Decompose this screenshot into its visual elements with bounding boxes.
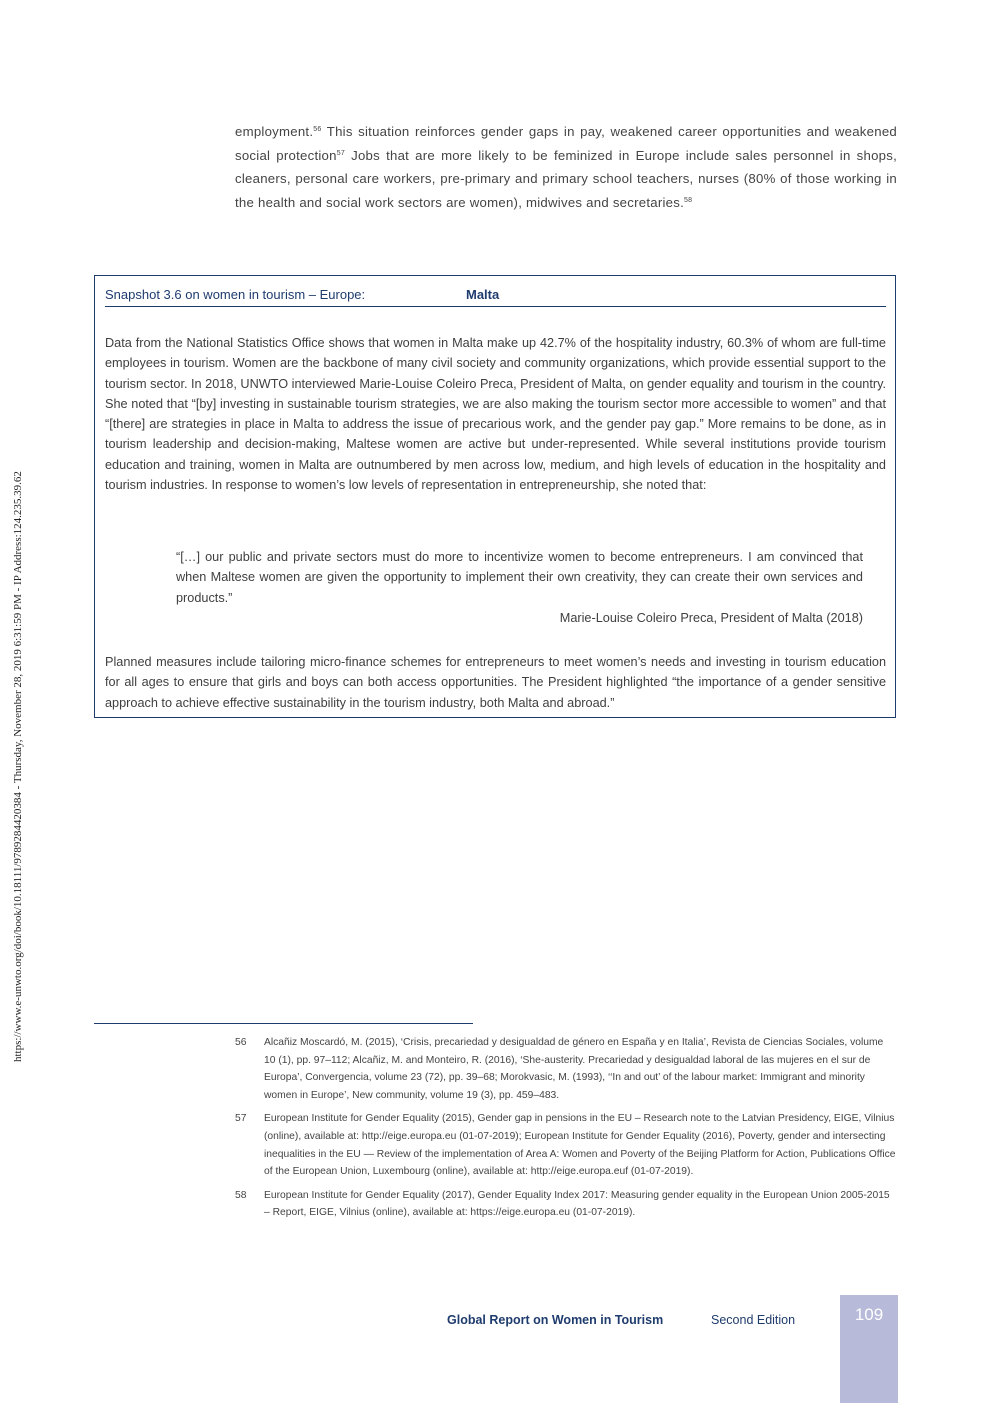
- footnote-ref-56[interactable]: 56: [313, 126, 322, 133]
- footnote-number: 58: [235, 1189, 247, 1201]
- footer-edition: Second Edition: [711, 1313, 796, 1327]
- download-watermark: https://www.e-unwto.org/doi/book/10.18111/9789284420384 - Thursday, November 28, 2019 6:31:59 PM - IP Address:124.235.39.62: [12, 471, 24, 1062]
- intro-text-1: employment.: [235, 124, 314, 139]
- footnote-56: [235, 1034, 897, 1104]
- page-number-tab: [840, 1295, 898, 1403]
- footnote-text: European Institute for Gender Equality (2017), Gender Equality Index 2017: Measuring gender equality in the European Union 2005-2015 – Report, EIGE, Vilnius (online), available at: https://eige.europa.eu (01-07-2019).: [264, 1189, 890, 1219]
- snapshot-quote: [176, 547, 863, 628]
- footnote-text: Alcañiz Moscardó, M. (2015), ‘Crisis, precariedad y desigualdad de género en España y en Italia’, Revista de Ciencias Sociales, volume 10 (1), pp. 97–112; Alcañiz, M. and Monteiro, R. (2016), ‘She-austerity. Precariedad y desigualdad laboral de las mujeres en el sur de Europa’, Convergencia, volume 23 (72), pp. 39–68; Morokvasic, M. (1993), ‘‘In and out’ of the labour market: Immigrant and minority women in Europe’, New community, volume 19 (3), pp. 459–483.: [264, 1037, 884, 1101]
- snapshot-header: [105, 286, 886, 307]
- snapshot-country: Malta: [466, 287, 500, 302]
- snapshot-paragraph-1: Data from the National Statistics Office shows that women in Malta make up 42.7% of the hospitality industry, 60.3% of whom are full-time employees in tourism. Women are the backbone of many civil society and community organizations, which provide essential support to the tourism sector. In 2018, UNWTO interviewed Marie-Louise Coleiro Preca, President of Malta, on gender equality and tourism in the country. She noted that “[by] investing in sustainable tourism strategies, we are also making the tourism sector more accessible to women” and that “[there] are strategies in place in Malta to address the issue of precarious work, and the gender pay gap.” More remains to be done, as in tourism leadership and decision-making, Maltese women are active but under-represented. While several institutions provide tourism education and training, women in Malta are outnumbered by men across low, medium, and high levels of education in the hospitality and tourism industries. In response to women’s low levels of representation in entrepreneurship, she noted that:: [105, 336, 886, 493]
- intro-text-2: This situation reinforces gender gaps in pay, weakened career opportunities and weakened social protection: [235, 124, 897, 163]
- page-number: 109: [854, 1305, 884, 1324]
- footnote-57: [235, 1110, 897, 1180]
- footer-report-title: Global Report on Women in Tourism: [447, 1313, 664, 1327]
- snapshot-label: Snapshot 3.6 on women in tourism – Europe:: [105, 287, 366, 302]
- snapshot-paragraph-2: Planned measures include tailoring micro-finance schemes for entrepreneurs to meet women’s needs and investing in tourism education for all ages to ensure that girls and boys can both access opportunities. The President highlighted “the importance of a gender sensitive approach to achieve effective sustainability in the tourism industry, both Malta and abroad.”: [105, 655, 886, 710]
- footnotes: [235, 1034, 897, 1228]
- quote-text: “[…] our public and private sectors must do more to incentivize women to become entrepreneurs. I am convinced that when Maltese women are given the opportunity to implement their own creativity, they can create their own services and products.”: [176, 550, 863, 605]
- footnote-ref-57[interactable]: 57: [336, 149, 346, 157]
- intro-paragraph: [235, 120, 897, 214]
- footnote-number: 57: [235, 1113, 247, 1125]
- footnote-text: European Institute for Gender Equality (2015), Gender gap in pensions in the EU – Research note to the Latvian Presidency, EIGE, Vilnius (online), available at: http://eige.europa.eu (01-07-2019); European Institute for Gender Equality (2016), Poverty, gender and intersecting inequalities in the EU — Review of the implementation of Area A: Women and Poverty of the Beijing Platform for Action, Publications Office of the European Union, Luxembourg (online), available at: http://eige.europa.euf (01-07-2019).: [264, 1113, 896, 1178]
- footnote-number: 56: [235, 1037, 247, 1048]
- footnote-58: [235, 1187, 897, 1222]
- intro-text-3: Jobs that are more likely to be feminized in Europe include sales personnel in shops, cleaners, personal care workers, pre-primary and primary school teachers, nurses (80% of those working in the health and social work sectors are women), midwives and secretaries.: [235, 147, 897, 210]
- footnote-divider: [94, 1023, 473, 1024]
- footnote-ref-58[interactable]: 58: [683, 196, 693, 204]
- quote-attribution: Marie-Louise Coleiro Preca, President of Malta (2018): [559, 610, 863, 625]
- snapshot-box: [94, 275, 896, 718]
